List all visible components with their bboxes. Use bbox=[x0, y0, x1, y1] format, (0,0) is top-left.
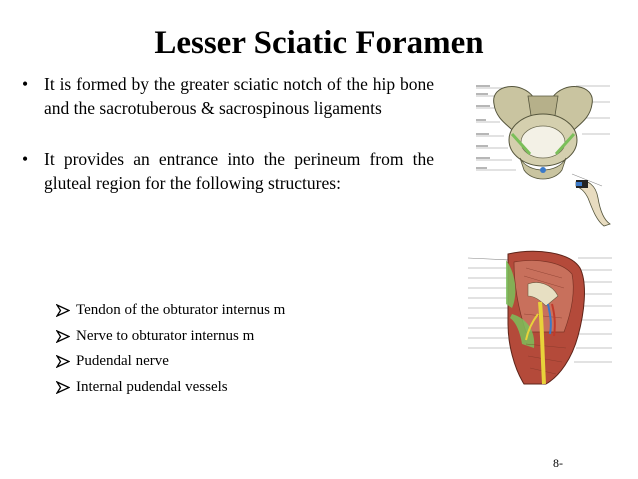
arrowhead-bullet-icon bbox=[56, 381, 70, 394]
bullet-item bbox=[22, 73, 434, 120]
bullet-item bbox=[22, 148, 434, 195]
slide-title: Lesser Sciatic Foramen bbox=[154, 25, 484, 61]
subbullet-list bbox=[56, 298, 386, 400]
arrowhead-bullet-icon bbox=[56, 330, 70, 343]
bullet-dot-icon: • bbox=[22, 149, 29, 169]
subbullet-text: Pudendal nerve bbox=[76, 353, 169, 369]
bullet-list bbox=[22, 73, 434, 195]
subbullet-text: Nerve to obturator internus m bbox=[76, 327, 255, 344]
subbullet-item bbox=[56, 349, 386, 375]
subbullet-item bbox=[56, 298, 386, 324]
subbullet-text: Internal pudendal vessels bbox=[76, 378, 228, 395]
page-number: 8- bbox=[553, 456, 563, 470]
subbullet-item bbox=[56, 324, 386, 350]
arrowhead-bullet-icon bbox=[56, 355, 70, 368]
subbullet-item bbox=[56, 375, 386, 401]
bullet-text: It is formed by the greater sciatic notch of the hip bone and the sacrotuberous & sacrospinous ligaments bbox=[44, 74, 434, 118]
gluteal-dissection-figure bbox=[466, 244, 614, 390]
bullet-dot-icon: • bbox=[22, 74, 29, 94]
pelvis-diagram-figure bbox=[472, 74, 614, 229]
bullet-text: It provides an entrance into the perineum from the gluteal region for the following structures: bbox=[44, 149, 434, 193]
arrowhead-bullet-icon bbox=[56, 304, 70, 317]
subbullet-text: Tendon of the obturator internus m bbox=[76, 302, 286, 318]
